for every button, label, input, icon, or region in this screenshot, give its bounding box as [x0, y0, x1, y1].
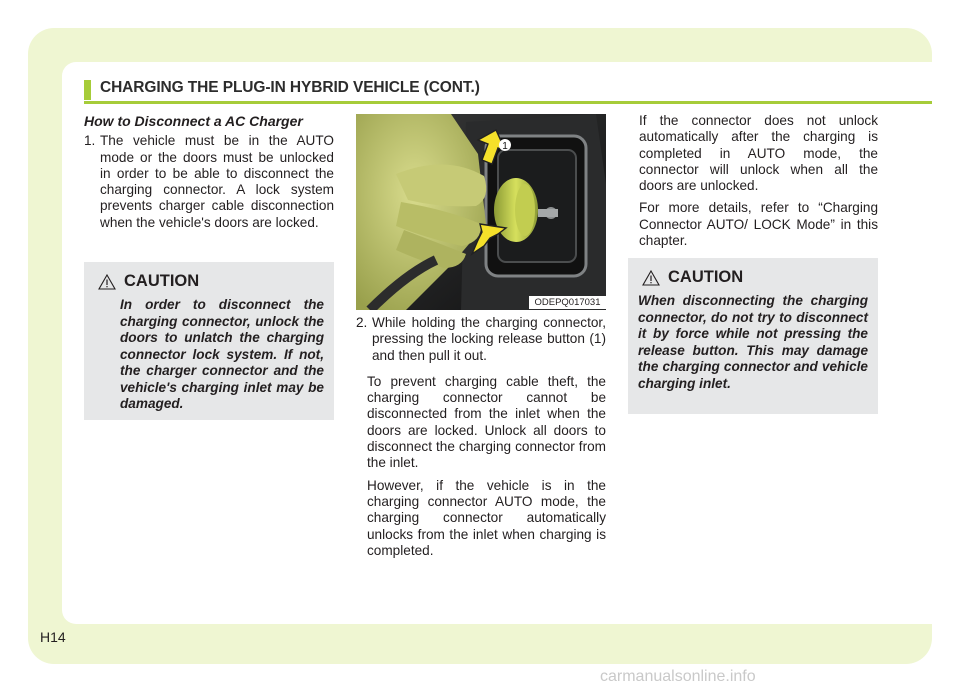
theft-prevention-paragraph: To prevent charging cable theft, the charging connector cannot be disconnected from the inlet when the doors are locked. Unlock all doors to disconnect the charging connector from the inlet. — [367, 373, 606, 471]
header-rule — [84, 101, 932, 104]
charging-connector-photo — [356, 114, 606, 310]
column-1 — [84, 113, 334, 231]
caution-header — [98, 272, 324, 291]
caution-title: CAUTION — [124, 272, 200, 290]
step-1-number: 1. — [84, 133, 96, 149]
warning-triangle-icon — [642, 270, 660, 286]
warning-triangle-icon — [98, 274, 116, 290]
column-2 — [356, 315, 606, 559]
step-1 — [84, 133, 334, 231]
reference-paragraph: For more details, refer to “Charging Connector AUTO/ LOCK Mode” in this chapter. — [639, 200, 878, 249]
hand-pulling-charging-connector-illustration — [356, 114, 606, 310]
auto-mode-paragraph: However, if the vehicle is in the charging connector AUTO mode, the charging connector automatically unlocks from the inlet when charging is completed. — [367, 477, 606, 558]
watermark: carmanualsonline.info — [600, 668, 756, 685]
figure-code: ODEPQ017031 — [529, 296, 606, 309]
step-2-text: While holding the charging connector, pressing the locking release button (1) and then pull it out. — [372, 315, 606, 363]
caution-box-1 — [84, 262, 334, 420]
caution-title: CAUTION — [668, 268, 744, 286]
step-2-number: 2. — [356, 315, 368, 330]
caution-box-2 — [628, 258, 878, 414]
caution-header — [642, 268, 868, 287]
column-3 — [628, 113, 878, 249]
caution-text: In order to disconnect the charging connector, unlock the doors to unlatch the charging connector lock system. If not, the charger connector and the vehicle's charging inlet may be damaged. — [120, 297, 324, 411]
section-title: CHARGING THE PLUG-IN HYBRID VEHICLE (CONT.) — [100, 79, 480, 96]
header-accent-bar — [84, 80, 91, 100]
callout-number: 1 — [502, 141, 508, 152]
page-number: H14 — [40, 629, 66, 645]
step-1-text: The vehicle must be in the AUTO mode or the doors must be unlocked in order to be able to disconnect the charging connector. A lock system prevents charger cable disconnection when the vehicle's doors are locked. — [100, 133, 334, 230]
step-2 — [356, 315, 606, 364]
unlock-paragraph: If the connector does not unlock automatically after the charging is completed in AUTO mode, the connector will unlock when all the doors are unlocked. — [639, 113, 878, 194]
subheading: How to Disconnect a AC Charger — [84, 113, 303, 129]
caution-text: When disconnecting the charging connector, do not try to disconnect it by force while not pressing the release button. This may damage the charging connector and vehicle charging inlet. — [638, 293, 868, 391]
